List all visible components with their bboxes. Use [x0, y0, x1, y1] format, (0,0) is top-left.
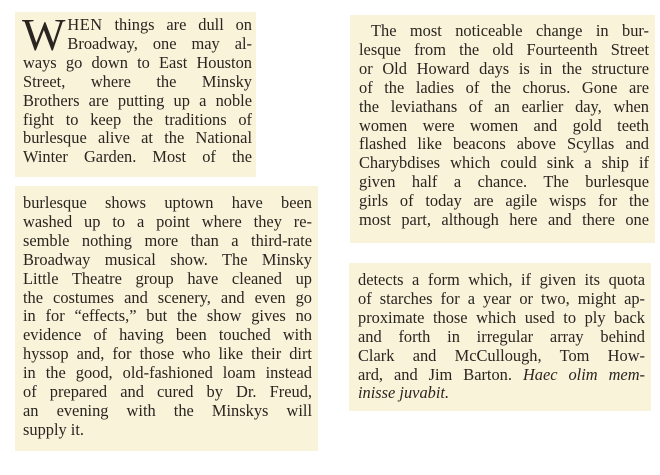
- article-clipping-opening: [15, 9, 256, 177]
- text-line: in for “effects,” but the show gives no: [23, 306, 312, 326]
- text-line: most part, although here and there one: [359, 210, 649, 230]
- text-line: burlesque shows uptown have been: [23, 193, 312, 212]
- text-line: given half a chance. The burlesque: [359, 172, 649, 192]
- text-line: The most noticeable change in bur-: [371, 21, 649, 40]
- drop-cap: W: [22, 9, 66, 60]
- article-clipping-chorus: [350, 15, 655, 243]
- text-line: and forth in irregular array behind: [358, 326, 645, 346]
- closing-paragraph: [358, 271, 645, 403]
- text-line: the costumes and scenery, and even go: [23, 287, 312, 307]
- text-line: Clark and McCullough, Tom How-: [358, 345, 645, 365]
- text-line: fight to keep the traditions of: [23, 109, 252, 129]
- latin-quote: Haec olim mem-: [522, 364, 645, 384]
- text-line: the leviathans of an earlier day, when: [359, 96, 649, 116]
- article-clipping-uptown: [15, 186, 318, 451]
- text-line: Street, where the Minsky: [23, 71, 252, 91]
- text-line: of starches for a year or two, might ap-: [358, 288, 645, 308]
- text-line-content: ard, and Jim Barton.: [358, 364, 523, 384]
- uptown-paragraph: [23, 194, 312, 440]
- text-line: or Old Howard days is in the structure: [359, 58, 649, 78]
- latin-quote: inisse juvabit.: [358, 383, 450, 403]
- text-line: Brothers are putting up a noble: [23, 90, 252, 110]
- text-line: of prepared and cured by Dr. Freud,: [23, 382, 312, 402]
- text-line: Broadway, one may al-: [67, 33, 252, 53]
- text-line: burlesque alive at the National: [23, 128, 252, 148]
- text-line: hyssop and, for those who like their dirt: [23, 344, 312, 364]
- opening-paragraph: [22, 9, 252, 167]
- text-line: of the ladies of the chorus. Gone are: [359, 77, 649, 97]
- text-line: proximate those which used to ply back: [358, 307, 645, 327]
- text-line: [358, 366, 645, 385]
- text-line: washed up to a point where they re-: [23, 211, 312, 231]
- chorus-paragraph: [359, 22, 649, 230]
- text-line: Charybdises which could sink a ship if: [359, 153, 649, 173]
- article-clipping-closing: [349, 263, 651, 411]
- text-line: detects a form which, if given its quota: [358, 270, 645, 289]
- text-line: Little Theatre group have cleaned up: [23, 268, 312, 288]
- text-line: ways go down to East Houston: [23, 52, 252, 72]
- text-line: girls of today are agile wisps for the: [359, 191, 649, 211]
- text-line: lesque from the old Fourteenth Street: [359, 39, 649, 59]
- text-line: Winter Garden. Most of the: [23, 147, 252, 167]
- text-line: supply it.: [23, 419, 85, 439]
- text-line: an evening with the Minskys will: [23, 400, 312, 420]
- text-line: Broadway musical show. The Minsky: [23, 249, 312, 269]
- text-line: in the good, old-fashioned loam instead: [23, 363, 312, 383]
- text-line: women were women and gold teeth: [359, 115, 649, 135]
- text-line: flashed like beacons above Scyllas and: [359, 134, 649, 154]
- small-caps-lead: HEN: [67, 15, 103, 34]
- text-line: evidence of having been touched with: [23, 325, 312, 345]
- text-line-content: things are dull on: [102, 15, 252, 34]
- text-line: semble nothing more than a third-rate: [23, 230, 312, 250]
